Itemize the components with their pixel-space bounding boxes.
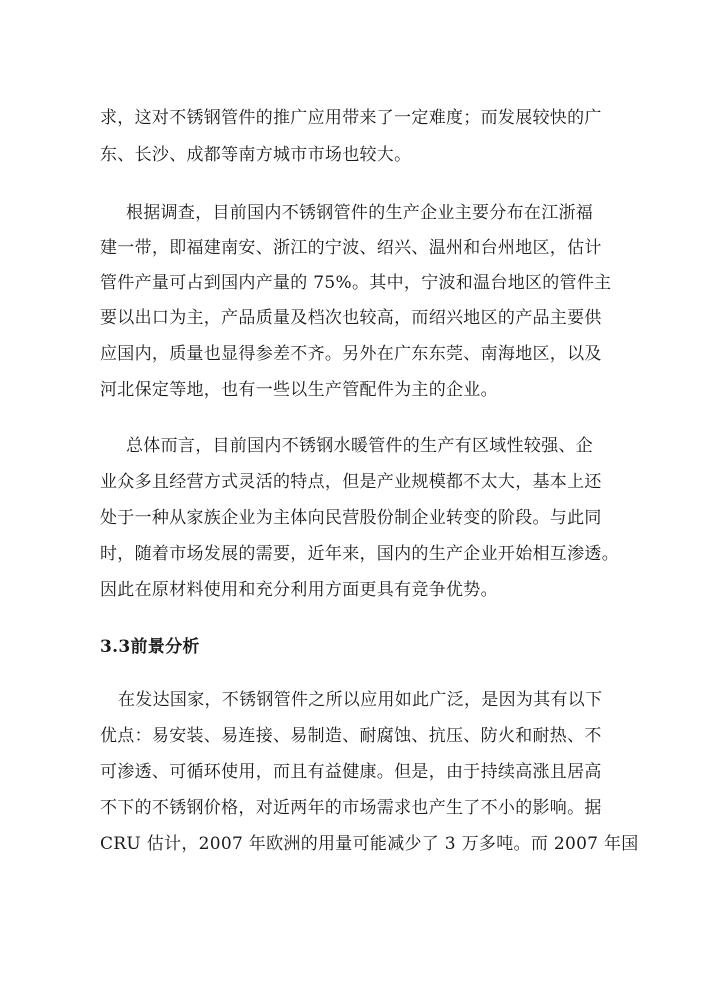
paragraph-4-line-4: 不下的不锈钢价格，对近两年的市场需求也产生了不小的影响。据 xyxy=(100,798,602,818)
paragraph-1-line-1: 求，这对不锈钢管件的推广应用带来了一定难度；而发展较快的广 xyxy=(100,108,602,128)
paragraph-2-line-3: 管件产量可占到国内产量的 75%。其中，宁波和温台地区的管件主 xyxy=(100,273,612,293)
paragraph-4-line-5: CRU 估计，2007 年欧洲的用量可能减少了 3 万多吨。而 2007 年国 xyxy=(100,834,639,854)
paragraph-3-line-1: 总体而言，目前国内不锈钢水暖管件的生产有区域性较强、企 xyxy=(126,436,594,456)
paragraph-3-line-5: 因此在原材料使用和充分利用方面更具有竞争优势。 xyxy=(100,580,498,600)
paragraph-3-line-2: 业众多且经营方式灵活的特点，但是产业规模都不太大，基本上还 xyxy=(100,472,602,492)
paragraph-2-line-6: 河北保定等地，也有一些以生产管配件为主的企业。 xyxy=(100,380,498,400)
paragraph-2-line-5: 应国内，质量也显得参差不齐。另外在广东东莞、南海地区，以及 xyxy=(100,344,602,364)
paragraph-4-line-3: 可渗透、可循环使用，而且有益健康。但是，由于持续高涨且居高 xyxy=(100,762,602,782)
paragraph-2-line-1: 根据调查，目前国内不锈钢管件的生产企业主要分布在江浙福 xyxy=(126,203,594,223)
paragraph-3-line-4: 时，随着市场发展的需要，近年来，国内的生产企业开始相互渗透。 xyxy=(100,544,619,564)
paragraph-2-line-2: 建一带，即福建南安、浙江的宁波、绍兴、温州和台州地区，估计 xyxy=(100,238,602,258)
paragraph-3-line-3: 处于一种从家族企业为主体向民营股份制企业转变的阶段。与此同 xyxy=(100,508,602,528)
paragraph-2-line-4: 要以出口为主，产品质量及档次也较高，而绍兴地区的产品主要供 xyxy=(100,308,602,328)
paragraph-4-line-1: 在发达国家，不锈钢管件之所以应用如此广泛，是因为其有以下 xyxy=(118,690,603,710)
paragraph-4-line-2: 优点：易安装、易连接、易制造、耐腐蚀、抗压、防火和耐热、不 xyxy=(100,726,602,746)
paragraph-1-line-2: 东、长沙、成都等南方城市市场也较大。 xyxy=(100,145,412,165)
section-heading: 3.3前景分析 xyxy=(100,637,200,657)
